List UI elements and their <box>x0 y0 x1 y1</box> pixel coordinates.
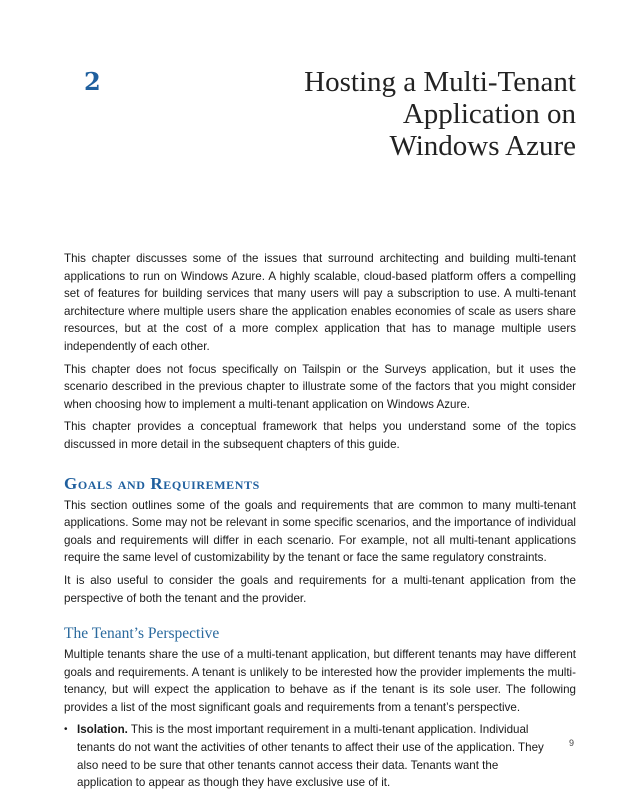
intro-paragraph-2: This chapter does not focus specifically on Tailspin or the Surveys application, but it uses the scenario described in the previous chapter to illustrate some of the factors that you might consider when choosing how to implement a multi-tenant application on Windows Azure. <box>64 362 576 411</box>
list-item-text: This is the most important requirement in a multi-tenant application. Individual tenants do not want the activities of other tenants to affect their use of the application. They also need to be sure that other tenants cannot access their data. Tenants want the application to appear as though they have exclusive use of it. <box>77 723 544 790</box>
goals-paragraph-1: This section outlines some of the goals and requirements that are common to many multi-tenant applications. Some may not be relevant in some specific scenarios, and the importance of individual goals and requirements will differ in each scenario. For example, not all multi-tenant applications require the same level of customizability by the tenant or face the same regulatory constraints. <box>64 498 576 565</box>
list-item-term: Isolation. <box>77 723 128 737</box>
chapter-title-line-1: Hosting a Multi-Tenant <box>304 66 576 98</box>
tenant-paragraph: Multiple tenants share the use of a multi-tenant application, but different tenants may have different goals and requirements. A tenant is unlikely to be interested how the provider implements the multi-tenancy, but will expect the application to behave as if the tenant is its sole user. The following provides a list of the most significant goals and requirements from a tenant’s perspective. <box>64 648 576 714</box>
intro-paragraph-3: This chapter provides a conceptual framework that helps you understand some of the topics discussed in more detail in the subsequent chapters of this guide. <box>64 420 576 451</box>
chapter-title-line-2: Application on <box>402 98 576 130</box>
goals-paragraph-2: It is also useful to consider the goals and requirements for a multi-tenant application from the perspective of both the tenant and the provider. <box>64 573 576 605</box>
page-number: 9 <box>568 738 574 748</box>
chapter-number: 2 <box>84 67 101 96</box>
bullet-icon: • <box>64 724 68 736</box>
page-content <box>64 250 576 792</box>
subsection-heading-tenant: The Tenant’s Perspective <box>64 625 220 643</box>
chapter-title-line-3: Windows Azure <box>389 130 576 162</box>
requirements-list <box>64 721 576 791</box>
section-heading-goals: Goals and Requirements <box>64 473 260 493</box>
chapter-title <box>236 66 576 162</box>
intro-paragraph-1: This chapter discusses some of the issues that surround architecting and building multi-tenant applications to run on Windows Azure. A highly scalable, cloud-based platform offers a compelling set of features for building services that many users will pay a subscription to use. A multi-tenant architecture where multiple users share the application enables economies of scale as users share resources, but at the cost of a more complex application that has to manage multiple users independently of each other. <box>64 252 576 353</box>
list-item-isolation <box>64 721 576 791</box>
